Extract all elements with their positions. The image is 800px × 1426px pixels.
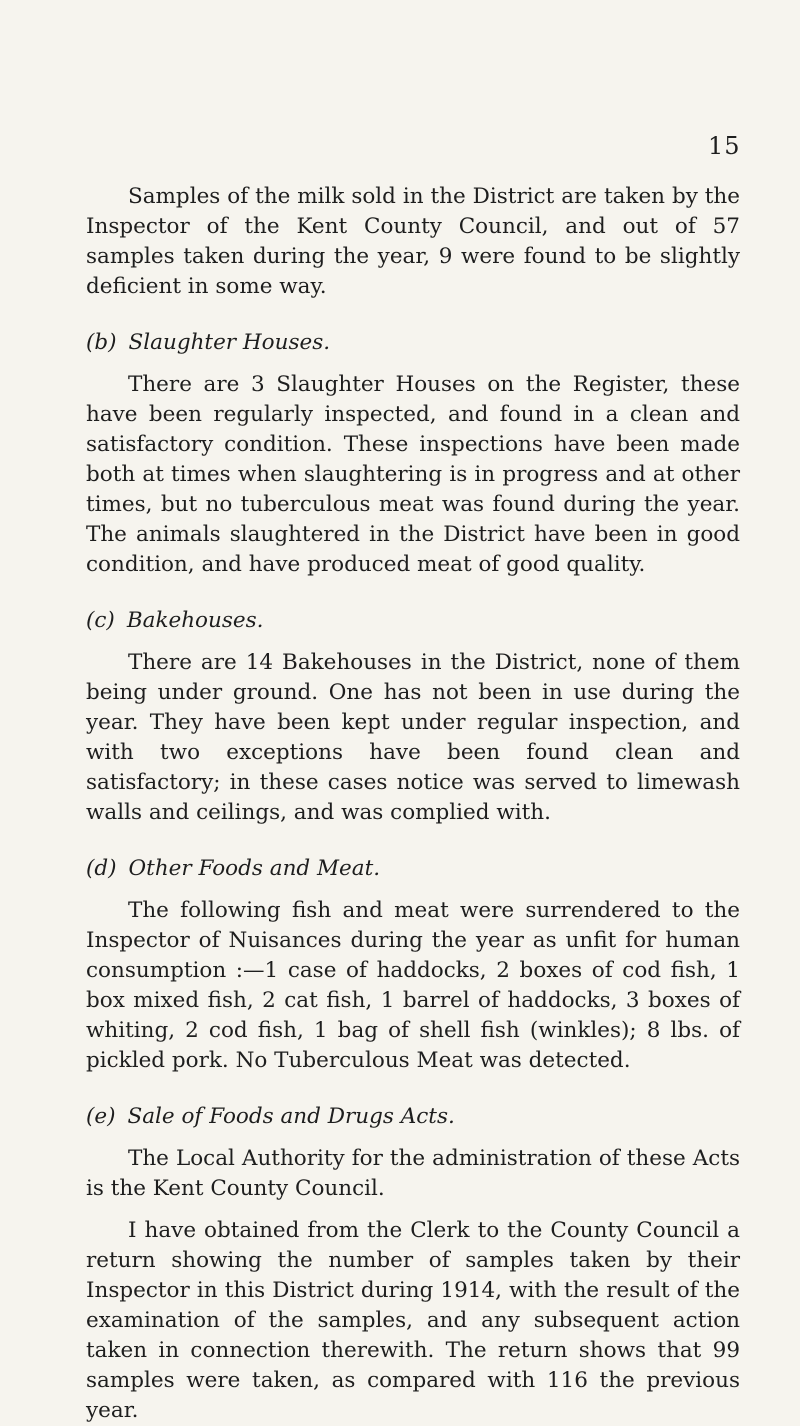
section-letter: (b) [86, 330, 117, 355]
section-title: Other Foods and Meat. [128, 856, 381, 881]
section-title: Slaughter Houses. [128, 330, 331, 355]
page-number: 15 [708, 132, 741, 160]
section-heading-sale-of-foods [86, 1102, 740, 1132]
section-paragraph: The Local Authority for the administration of these Acts is the Kent County Council. [86, 1146, 740, 1201]
section-heading-slaughter-houses [86, 328, 740, 358]
section-heading-other-foods [86, 854, 740, 884]
section-paragraph: There are 14 Bakehouses in the District, none of them being under ground. One has not been in use during the year. They have been kept under regular inspection, and with two exceptions have been found clean and satisfactory; in these cases notice was served to limewash walls and ceilings, and was complied with. [86, 650, 740, 825]
intro-paragraph: Samples of the milk sold in the District are taken by the Inspector of the Kent County Council, and out of 57 samples taken during the year, 9 were found to be slightly deficient in some way. [86, 184, 740, 299]
section-paragraph: I have obtained from the Clerk to the County Council a return showing the number of samples taken by their Inspector in this District during 1914, with the result of the examination of the samples, and any subsequent action taken in connection therewith. The return shows that 99 samples were taken, as compared with 116 the previous year. [86, 1218, 740, 1423]
section-paragraph: The following fish and meat were surrendered to the Inspector of Nuisances during the year as unfit for human consumption :—1 case of haddocks, 2 boxes of cod fish, 1 box mixed fish, 2 cat fish, 1 barrel of haddocks, 3 boxes of whiting, 2 cod fish, 1 bag of shell fish (winkles); 8 lbs. of pickled pork. No Tuberculous Meat was detected. [86, 898, 740, 1073]
section-paragraph: There are 3 Slaughter Houses on the Register, these have been regularly inspected, and found in a clean and satisfactory condition. These inspections have been made both at times when slaughtering is in progress and at other times, but no tuberculous meat was found during the year. The animals slaughtered in the District have been in good condition, and have produced meat of good quality. [86, 372, 740, 577]
section-heading-bakehouses [86, 606, 740, 636]
section-letter: (d) [86, 856, 117, 881]
section-letter: (c) [86, 608, 115, 633]
section-title: Bakehouses. [126, 608, 264, 633]
document-body [86, 182, 740, 1426]
section-letter: (e) [86, 1104, 116, 1129]
section-title: Sale of Foods and Drugs Acts. [127, 1104, 455, 1129]
